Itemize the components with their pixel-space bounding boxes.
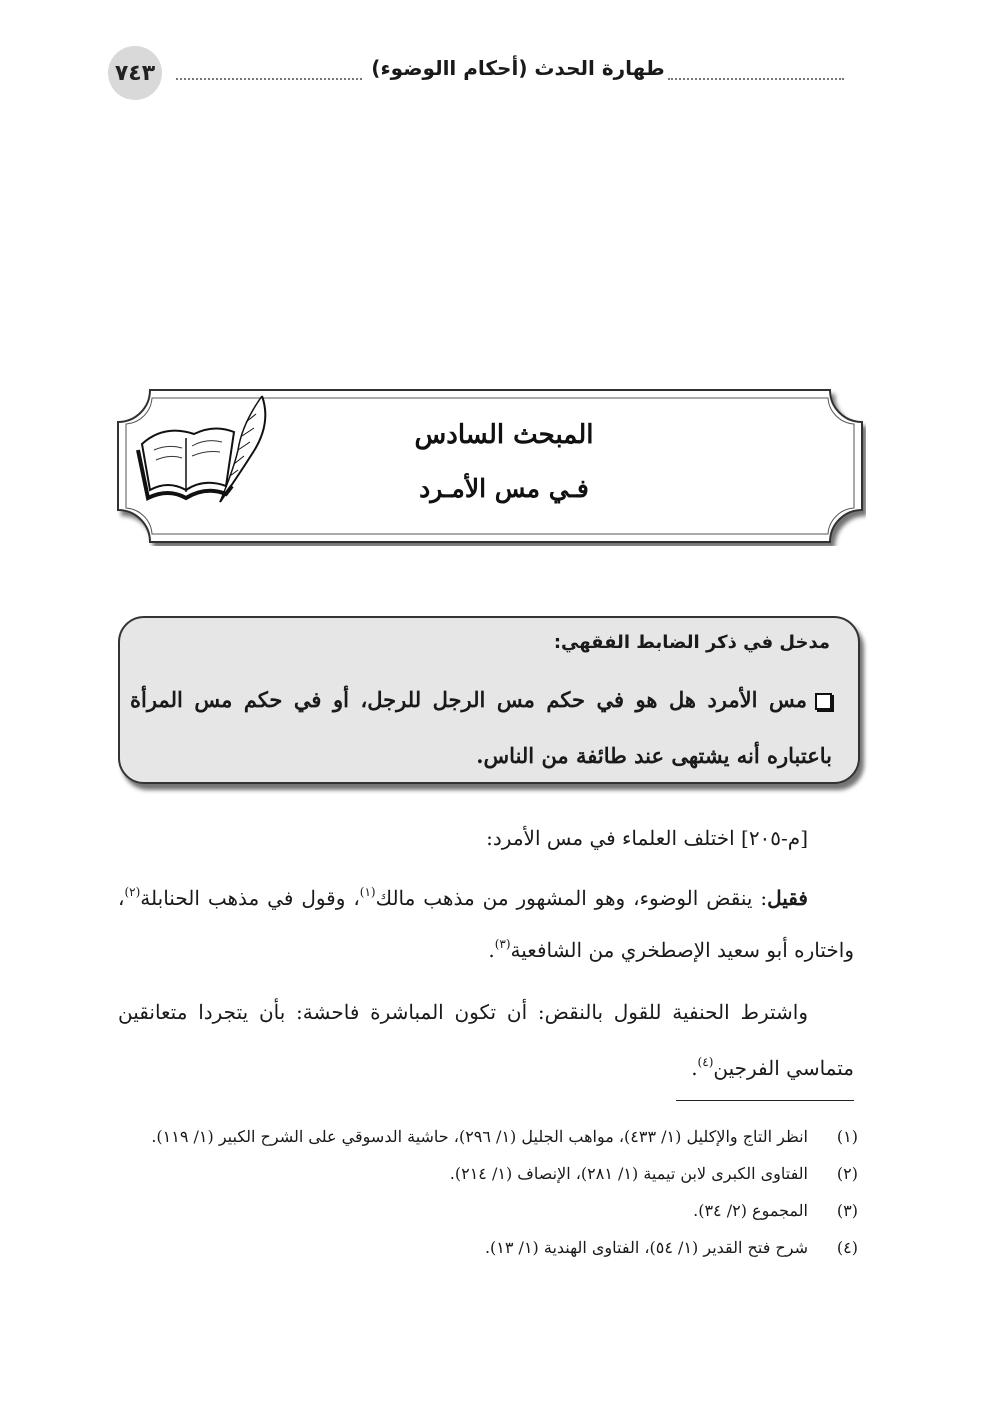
page-header: [108, 40, 848, 100]
running-title: طهارة الحدث (أحكام االوضوء): [371, 56, 665, 80]
footnotes: [118, 1118, 858, 1266]
intro-text: مس الأمرد هل هو في حكم مس الرجل للرجل، أو في حكم مس المرأة باعتباره أنه يشتهى عند طائفة من الناس.: [130, 687, 832, 768]
footnote-ref-4: (٤): [697, 1055, 714, 1069]
paragraph-intro: [م-٢٠٥] اختلف العلماء في مس الأمرد:: [486, 826, 808, 850]
paragraph-text: ، وقول في مذهب الحنابلة: [140, 886, 360, 910]
header-leader-dots-right: [668, 78, 844, 80]
footnote-ref-1: (١): [359, 885, 376, 899]
paragraph-text: : ينقض الوضوء، وهو المشهور من مذهب مالك: [375, 886, 768, 910]
footnote-ref-3: (٣): [494, 937, 511, 951]
footnote-item: [118, 1118, 858, 1155]
opinion-lead: فقيل: [767, 886, 808, 910]
footnote-item: [118, 1155, 858, 1192]
footnote-text: شرح فتح القدير (١/ ٥٤)، الفتاوى الهندية (١/ ١٣).: [484, 1238, 808, 1257]
intro-box: [118, 616, 860, 784]
footnote-text: انظر التاج والإكليل (١/ ٤٣٣)، مواهب الجليل (١/ ٢٩٦)، حاشية الدسوقي على الشرح الكبير (١/ ١١٩).: [151, 1127, 808, 1146]
footnote-number: (٢): [836, 1164, 858, 1183]
checkbox-icon: [815, 693, 832, 710]
paragraph-first-opinion: [118, 872, 854, 976]
paragraph-text: واشترط الحنفية للقول بالنقض: أن تكون المباشرة فاحشة: بأن يتجردا متعانقين متماسي الفرجين: [118, 1000, 854, 1080]
paragraph-text: .: [691, 1056, 698, 1080]
page-number: ٧٤٣: [114, 60, 156, 86]
chapter-title: المبحث السادس: [414, 420, 594, 450]
footnote-number: (٣): [836, 1201, 858, 1220]
footnote-number: (١): [836, 1127, 858, 1146]
footnote-text: الفتاوى الكبرى لابن تيمية (١/ ٢٨١)، الإنصاف (١/ ٢١٤).: [449, 1164, 808, 1183]
footnote-ref-2: (٢): [124, 885, 141, 899]
paragraph-text: .: [488, 938, 495, 962]
chapter-banner: [114, 386, 866, 546]
intro-text-block: [130, 672, 832, 784]
footnote-item: [118, 1229, 858, 1266]
header-leader-dots-left: [176, 78, 362, 80]
footnote-divider: [676, 1100, 854, 1101]
footnote-text: المجموع (٢/ ٣٤).: [693, 1201, 808, 1220]
footnote-item: [118, 1192, 858, 1229]
paragraph-hanafi-condition: [118, 984, 854, 1096]
footnote-number: (٤): [836, 1238, 858, 1257]
chapter-subtitle: فـي مس الأمـرد: [419, 474, 589, 503]
paragraph-text: ، واختاره أبو سعيد الإصطخري من الشافعية: [118, 886, 854, 962]
book-quill-icon: [134, 394, 274, 509]
intro-heading: مدخل في ذكر الضابط الفقهي:: [553, 632, 830, 653]
page-number-badge: [108, 46, 162, 100]
